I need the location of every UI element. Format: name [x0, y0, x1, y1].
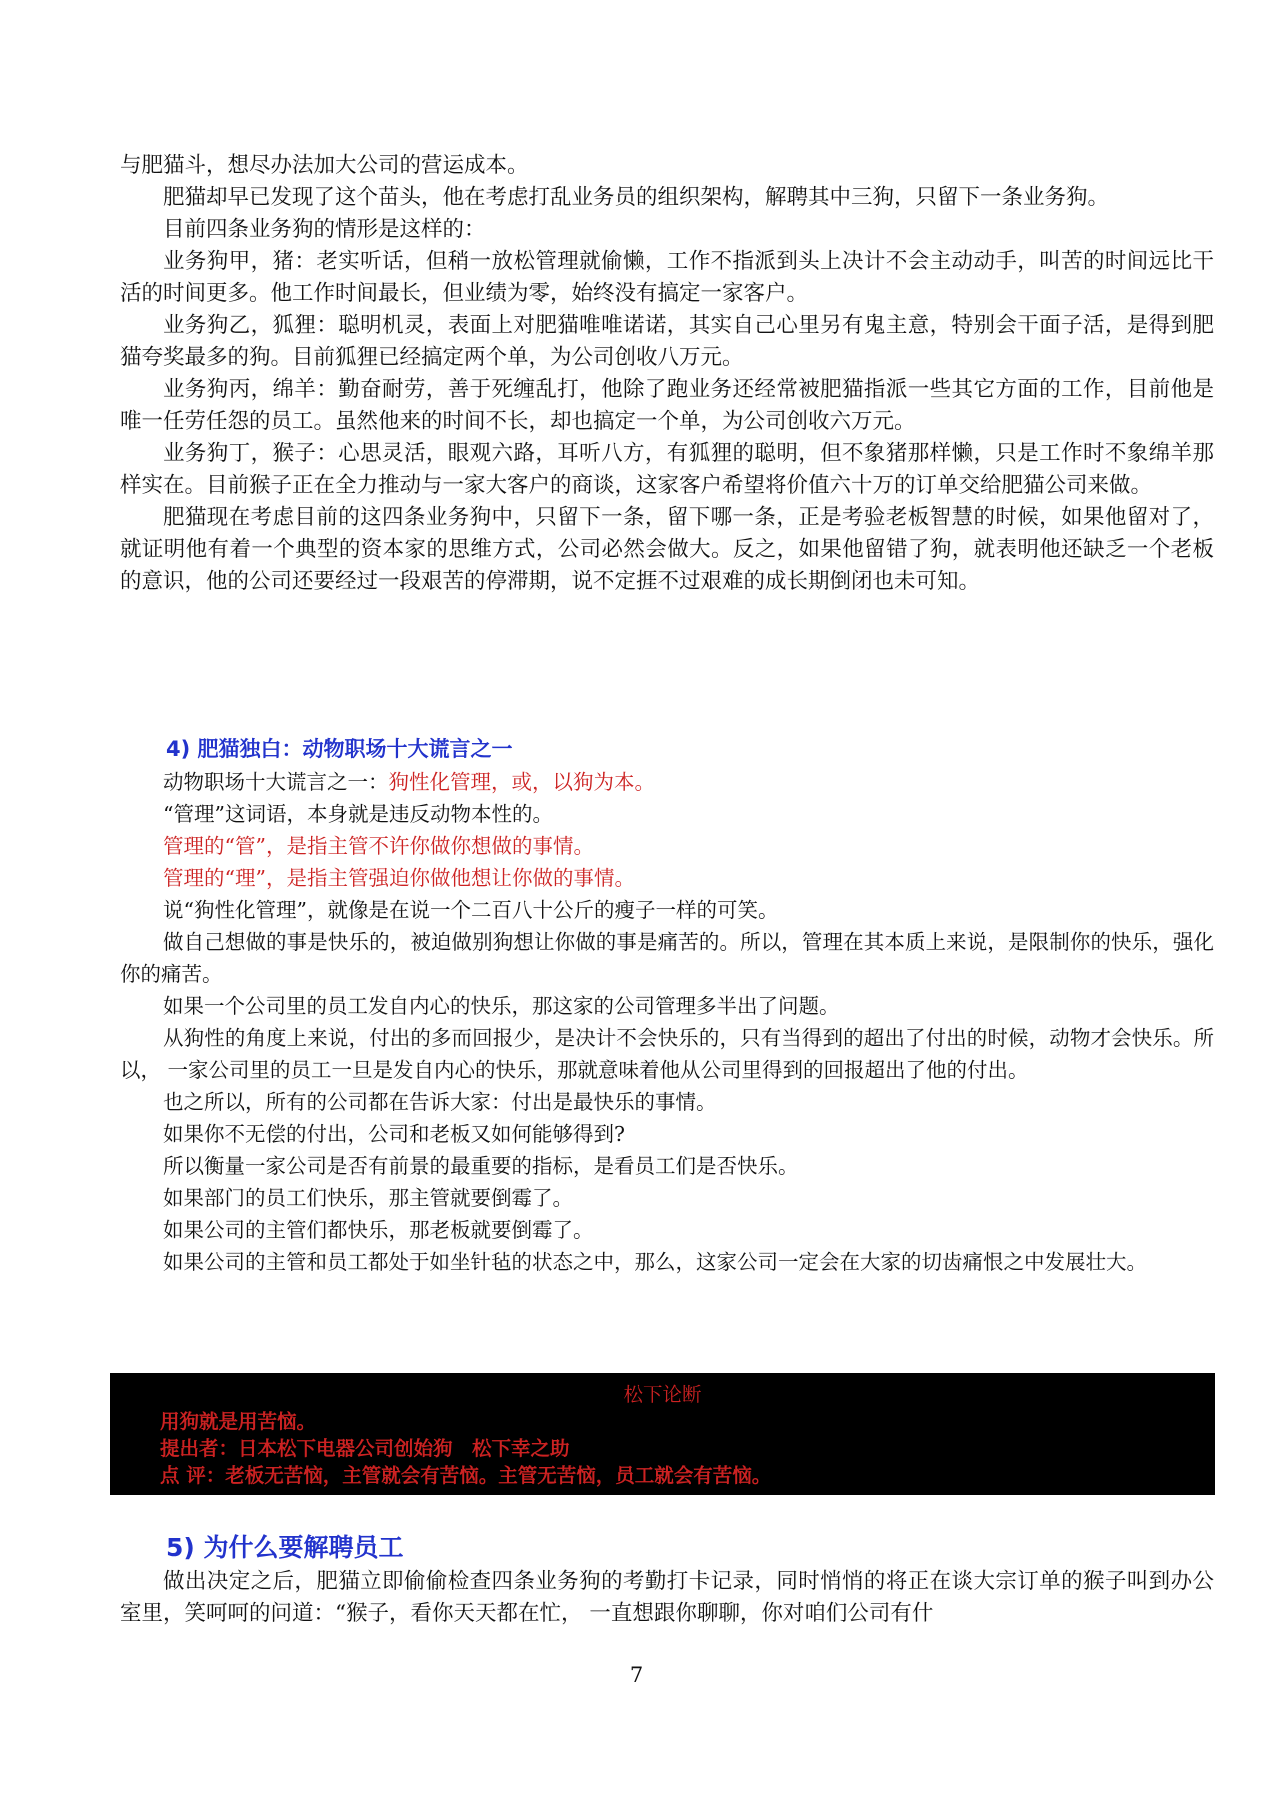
- paragraph-dog-b: 业务狗乙，狐狸：聪明机灵，表面上对肥猫唯唯诺诺，其实自己心里另有鬼主意，特别会干面子活，是得到肥猫夸奖最多的狗。目前狐狸已经搞定两个单，为公司创收八万元。: [120, 313, 1214, 370]
- paragraph-dog-a: 业务狗甲，猪：老实听话，但稍一放松管理就偷懒，工作不指派到头上决计不会主动动手，叫苦的时间远比干活的时间更多。他工作时间最长，但业绩为零，始终没有搞定一家客户。: [120, 249, 1214, 306]
- line-prefix: 动物职场十大谎言之一：: [163, 770, 389, 794]
- section-4-line: 如果你不无偿的付出，公司和老板又如何能够得到?: [163, 1122, 625, 1146]
- section-4-line: “管理”这词语，本身就是违反动物本性的。: [163, 802, 553, 826]
- body-text: [120, 150, 1214, 598]
- red-emphasis-line: 管理的“理”，是指主管强迫你做他想让你做的事情。: [163, 866, 635, 890]
- red-emphasis-line: 管理的“管”，是指主管不许你做你想做的事情。: [163, 834, 594, 858]
- section-4-heading: 4) 肥猫独白：动物职场十大谎言之一: [166, 737, 513, 761]
- paragraph: 目前四条业务狗的情形是这样的：: [163, 217, 486, 242]
- section-4-line: 做自己想做的事是快乐的，被迫做别狗想让你做的事是痛苦的。所以，管理在其本质上来说，是限制你的快乐，强化你的痛苦。: [120, 930, 1214, 986]
- page-number: 7: [629, 1663, 644, 1687]
- section-4-line: [120, 766, 1214, 798]
- section-4-line: 如果一个公司里的员工发自内心的快乐，那这家的公司管理多半出了问题。: [163, 994, 840, 1018]
- quote-line: 提出者：日本松下电器公司创始狗 松下幸之助: [160, 1437, 570, 1460]
- paragraph-dog-c: 业务狗丙，绵羊：勤奋耐劳，善于死缠乱打，他除了跑业务还经常被肥猫指派一些其它方面的工作，目前他是唯一任劳任怨的员工。虽然他来的时间不长，却也搞定一个单，为公司创收六万元。: [120, 377, 1214, 434]
- section-4-line: 也之所以，所有的公司都在告诉大家：付出是最快乐的事情。: [163, 1090, 717, 1114]
- paragraph-continued: 与肥猫斗，想尽办法加大公司的营运成本。: [120, 153, 529, 178]
- section-4-line: 说“狗性化管理”，就像是在说一个二百八十公斤的瘦子一样的可笑。: [163, 898, 779, 922]
- red-emphasis: 狗性化管理，或，以狗为本。: [388, 770, 655, 794]
- quote-line: 点 评：老板无苦恼，主管就会有苦恼。主管无苦恼，员工就会有苦恼。: [160, 1464, 772, 1487]
- section-4-body: [120, 766, 1214, 1278]
- paragraph-dog-d: 业务狗丁，猴子：心思灵活，眼观六路，耳听八方，有狐狸的聪明，但不象猪那样懒，只是工作时不象绵羊那样实在。目前猴子正在全力推动与一家大客户的商谈，这家客户希望将价值六十万的订单交给肥猫公司来做。: [120, 441, 1214, 498]
- section-4-line: 从狗性的角度上来说，付出的多而回报少，是决计不会快乐的，只有当得到的超出了付出的时候，动物才会快乐。所以， 一家公司里的员工一旦是发自内心的快乐，那就意味着他从公司里得到的回报超出了他的付出。: [120, 1026, 1214, 1082]
- section-4-line: 如果公司的主管和员工都处于如坐针毡的状态之中，那么，这家公司一定会在大家的切齿痛恨之中发展壮大。: [163, 1250, 1147, 1274]
- quote-box: [110, 1373, 1215, 1495]
- section-5-body: [120, 1566, 1214, 1630]
- paragraph: 肥猫却早已发现了这个苗头，他在考虑打乱业务员的组织架构，解聘其中三狗，只留下一条业务狗。: [163, 185, 1110, 210]
- quote-line: 用狗就是用苦恼。: [160, 1410, 317, 1433]
- paragraph: 做出决定之后，肥猫立即偷偷检查四条业务狗的考勤打卡记录，同时悄悄的将正在谈大宗订单的猴子叫到办公室里，笑呵呵的问道：“猴子，看你天天都在忙， 一直想跟你聊聊，你对咱们公司有什: [120, 1569, 1214, 1626]
- paragraph: 肥猫现在考虑目前的这四条业务狗中，只留下一条，留下哪一条，正是考验老板智慧的时候，如果他留对了，就证明他有着一个典型的资本家的思维方式，公司必然会做大。反之，如果他留错了狗，就表明他还缺乏一个老板的意识，他的公司还要经过一段艰苦的停滞期，说不定捱不过艰难的成长期倒闭也未可知。: [120, 505, 1214, 594]
- section-5-heading: 5) 为什么要解聘员工: [166, 1533, 404, 1562]
- section-4-line: 如果公司的主管们都快乐，那老板就要倒霉了。: [163, 1218, 594, 1242]
- section-4-line: 如果部门的员工们快乐，那主管就要倒霉了。: [163, 1186, 573, 1210]
- quote-box-title: 松下论断: [623, 1383, 702, 1406]
- section-4-line: 所以衡量一家公司是否有前景的最重要的指标，是看员工们是否快乐。: [163, 1154, 799, 1178]
